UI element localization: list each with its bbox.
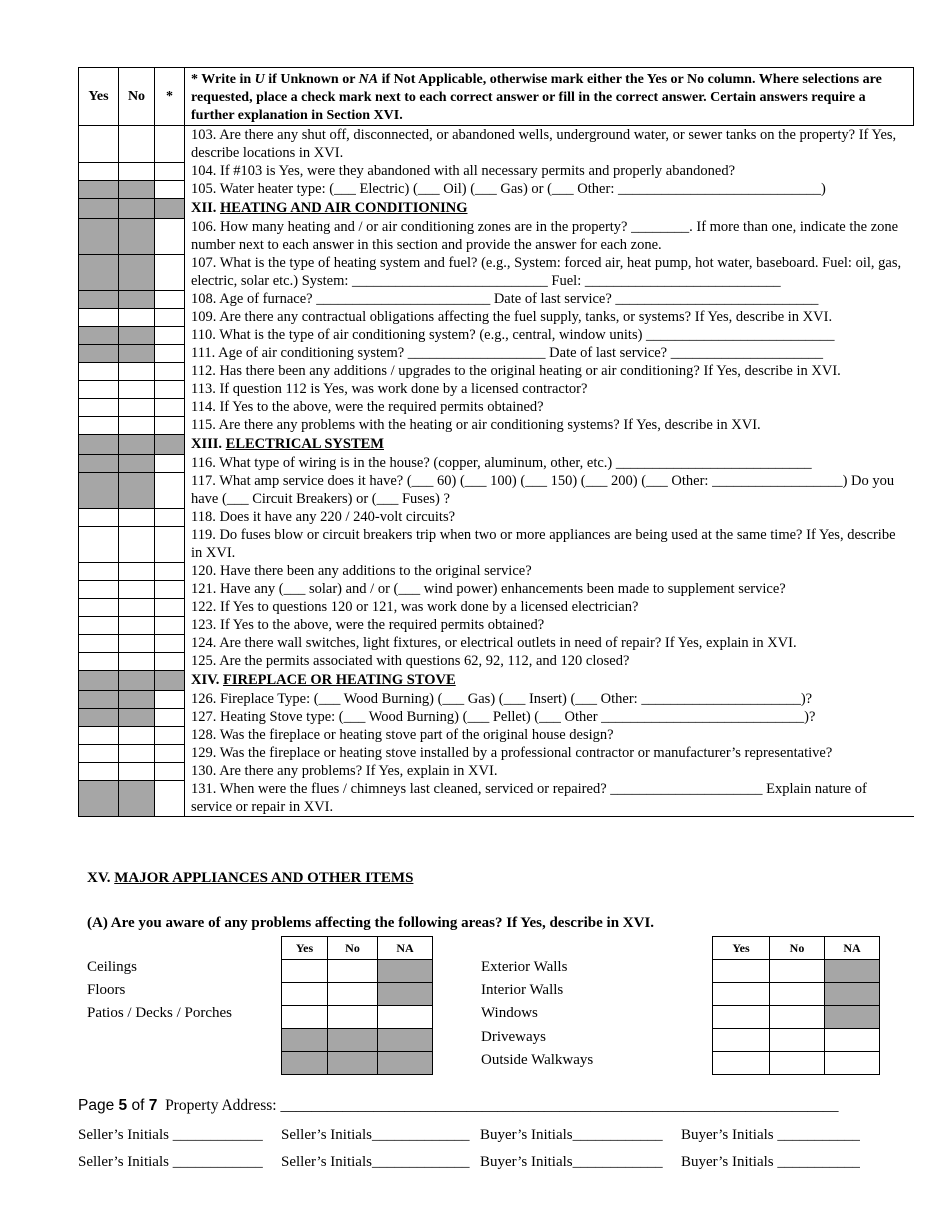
answer-cell-no[interactable] <box>119 416 155 434</box>
answer-cell-star[interactable] <box>155 290 185 308</box>
area-cell-no[interactable] <box>328 960 378 983</box>
answer-cell-yes[interactable] <box>79 598 119 616</box>
answer-cell-star[interactable] <box>155 162 185 180</box>
answer-cell-yes[interactable] <box>79 762 119 780</box>
question-text: 127. Heating Stove type: (___ Wood Burning) (___ Pellet) (___ Other ____________________________)? <box>191 709 816 725</box>
answer-cell-no[interactable] <box>119 616 155 634</box>
answer-cell-yes <box>79 472 119 508</box>
answer-cell-no[interactable] <box>119 598 155 616</box>
answer-cell-no <box>119 180 155 198</box>
page-total: 7 <box>148 1097 158 1114</box>
answer-cell-star[interactable] <box>155 690 185 708</box>
area-row <box>713 1052 880 1075</box>
section-num: XV. <box>87 870 111 886</box>
answer-cell-yes <box>79 434 119 454</box>
answer-cell-no <box>119 454 155 472</box>
buyer-initials-field[interactable]: Buyer’s Initials ___________ <box>681 1154 860 1170</box>
answer-cell-yes <box>79 254 119 290</box>
answer-cell-star[interactable] <box>155 180 185 198</box>
answer-cell-no <box>119 670 155 690</box>
instr-part: if Unknown or <box>264 71 359 87</box>
instructions <box>185 68 914 126</box>
seller-initials-field[interactable]: Seller’s Initials_____________ <box>281 1127 470 1143</box>
answer-cell-no[interactable] <box>119 362 155 380</box>
question-text: 125. Are the permits associated with questions 62, 92, 112, and 120 closed? <box>191 653 630 669</box>
section-num: XIV. <box>191 672 220 688</box>
answer-cell-star[interactable] <box>155 616 185 634</box>
question-text: 112. Has there been any additions / upgrades to the original heating or air conditioning? If Yes, describe in XVI. <box>191 363 841 379</box>
question-row <box>79 744 914 762</box>
answer-cell-no[interactable] <box>119 508 155 526</box>
answer-cell-no[interactable] <box>119 634 155 652</box>
answer-cell-yes[interactable] <box>79 508 119 526</box>
question-text: 114. If Yes to the above, were the required permits obtained? <box>191 399 544 415</box>
question-text: 128. Was the fireplace or heating stove part of the original house design? <box>191 727 614 743</box>
answer-cell-yes <box>79 290 119 308</box>
question-row <box>79 762 914 780</box>
answer-cell-star[interactable] <box>155 634 185 652</box>
question-row <box>79 708 914 726</box>
area-cell-na[interactable] <box>825 1052 880 1075</box>
answer-cell-no <box>119 218 155 254</box>
answer-cell-star[interactable] <box>155 580 185 598</box>
question-row <box>79 326 914 344</box>
area-cell-yes[interactable] <box>713 1052 770 1075</box>
answer-cell-star[interactable] <box>155 308 185 326</box>
section-xv-question: (A) Are you aware of any problems affecting the following areas? If Yes, describe in XVI. <box>87 915 655 931</box>
answer-cell-no <box>119 780 155 817</box>
answer-cell-no[interactable] <box>119 562 155 580</box>
page-of: of <box>127 1097 149 1114</box>
answer-cell-yes <box>79 344 119 362</box>
area-row <box>282 1029 433 1052</box>
answer-cell-star[interactable] <box>155 344 185 362</box>
answer-cell-star[interactable] <box>155 454 185 472</box>
area-row <box>713 1029 880 1052</box>
answer-cell-star[interactable] <box>155 254 185 290</box>
section-name: HEATING AND AIR CONDITIONING <box>220 200 468 216</box>
area-row <box>713 983 880 1006</box>
question-row <box>79 126 914 163</box>
answer-cell-yes[interactable] <box>79 526 119 562</box>
answer-cell-no <box>119 434 155 454</box>
area-cell-no[interactable] <box>328 983 378 1006</box>
question-row <box>79 526 914 562</box>
answer-cell-no <box>119 690 155 708</box>
question-text: 122. If Yes to questions 120 or 121, was work done by a licensed electrician? <box>191 599 639 615</box>
answer-cell-yes[interactable] <box>79 416 119 434</box>
section-num: XIII. <box>191 436 223 452</box>
page-footer <box>78 1097 838 1115</box>
question-row <box>79 162 914 180</box>
answer-cell-star[interactable] <box>155 416 185 434</box>
property-address-field[interactable]: Property Address: ________________________________________________________________________ <box>157 1097 839 1114</box>
question-row <box>79 616 914 634</box>
answer-cell-no <box>119 198 155 218</box>
question-text: 104. If #103 is Yes, were they abandoned with all necessary permits and properly abandoned? <box>191 163 736 179</box>
col-yes-header: Yes <box>79 68 119 126</box>
area-label: Outside Walkways <box>481 1051 594 1068</box>
answer-cell-star[interactable] <box>155 726 185 744</box>
question-text: 115. Are there any problems with the heating or air conditioning systems? If Yes, describe in XVI. <box>191 417 761 433</box>
question-text: 120. Have there been any additions to the original service? <box>191 563 532 579</box>
answer-cell-yes[interactable] <box>79 562 119 580</box>
area-label: Driveways <box>481 1028 546 1045</box>
area-cell-no[interactable] <box>770 960 825 983</box>
answer-cell-yes <box>79 326 119 344</box>
answer-cell-yes <box>79 708 119 726</box>
col-yes-header: Yes <box>282 937 328 960</box>
question-text: 129. Was the fireplace or heating stove installed by a professional contractor or manufacturer’s representative? <box>191 745 833 761</box>
question-row <box>79 598 914 616</box>
question-row <box>79 218 914 254</box>
area-cell-no[interactable] <box>328 1006 378 1029</box>
seller-initials-field[interactable]: Seller’s Initials_____________ <box>281 1154 470 1170</box>
answer-cell-yes[interactable] <box>79 580 119 598</box>
question-text: 130. Are there any problems? If Yes, explain in XVI. <box>191 763 498 779</box>
section-name: ELECTRICAL SYSTEM <box>225 436 384 452</box>
area-cell-yes[interactable] <box>713 960 770 983</box>
area-cell-no[interactable] <box>770 1052 825 1075</box>
area-cell-na[interactable] <box>825 1029 880 1052</box>
table-header-row <box>79 68 914 126</box>
answer-cell-yes <box>79 454 119 472</box>
buyer-initials-field[interactable]: Buyer’s Initials____________ <box>480 1154 663 1170</box>
disclosure-table <box>78 67 914 817</box>
section-xv-title <box>87 870 413 887</box>
answer-cell-yes[interactable] <box>79 634 119 652</box>
answer-cell-star[interactable] <box>155 526 185 562</box>
question-row <box>79 726 914 744</box>
seller-initials-field[interactable]: Seller’s Initials ____________ <box>78 1154 263 1170</box>
answer-cell-no[interactable] <box>119 380 155 398</box>
answer-cell-no <box>119 344 155 362</box>
area-cell-no[interactable] <box>770 983 825 1006</box>
question-text: 124. Are there wall switches, light fixtures, or electrical outlets in need of repair? If Yes, explain in XVI. <box>191 635 797 651</box>
section-num: XII. <box>191 200 217 216</box>
question-row <box>79 290 914 308</box>
answer-cell-star[interactable] <box>155 780 185 817</box>
area-cell-na <box>378 960 433 983</box>
question-row <box>79 180 914 198</box>
answer-cell-star[interactable] <box>155 380 185 398</box>
question-row <box>79 472 914 508</box>
question-text: 113. If question 112 is Yes, was work done by a licensed contractor? <box>191 381 588 397</box>
answer-cell-star[interactable] <box>155 218 185 254</box>
buyer-initials-field[interactable]: Buyer’s Initials____________ <box>480 1127 663 1143</box>
section-title: MAJOR APPLIANCES AND OTHER ITEMS <box>114 870 414 886</box>
question-row <box>79 308 914 326</box>
question-text: 109. Are there any contractual obligations affecting the fuel supply, tanks, or systems? If Yes, describe in XVI. <box>191 309 833 325</box>
instr-na: NA <box>358 71 379 87</box>
answer-cell-star[interactable] <box>155 508 185 526</box>
area-label: Exterior Walls <box>481 959 568 975</box>
answer-cell-no[interactable] <box>119 526 155 562</box>
seller-initials-field[interactable]: Seller’s Initials ____________ <box>78 1127 263 1143</box>
question-row <box>79 634 914 652</box>
answer-cell-star[interactable] <box>155 398 185 416</box>
answer-cell-no <box>119 254 155 290</box>
question-rows <box>79 126 914 817</box>
area-cell-yes[interactable] <box>282 1006 328 1029</box>
section-name: FIREPLACE OR HEATING STOVE <box>222 672 456 688</box>
answer-cell-no[interactable] <box>119 126 155 163</box>
col-no-header: No <box>119 68 155 126</box>
section-title <box>185 198 914 218</box>
answer-cell-no[interactable] <box>119 762 155 780</box>
section-title <box>185 670 914 690</box>
answer-cell-yes <box>79 180 119 198</box>
answer-cell-star <box>155 434 185 454</box>
area-label: Interior Walls <box>481 982 564 999</box>
answer-cell-no <box>119 290 155 308</box>
answer-cell-star[interactable] <box>155 472 185 508</box>
section-title <box>185 434 914 454</box>
answer-cell-star[interactable] <box>155 598 185 616</box>
question-text: 106. How many heating and / or air conditioning zones are in the property? ________. If more than one, indicate the zone number next to each answer in this section and provide the answer for each zone. <box>191 219 899 253</box>
question-row <box>79 398 914 416</box>
question-text: 119. Do fuses blow or circuit breakers trip when two or more appliances are being used at the same time? If Yes, describe in XVI. <box>191 527 896 561</box>
answer-cell-yes <box>79 690 119 708</box>
answer-cell-star[interactable] <box>155 362 185 380</box>
answer-cell-star[interactable] <box>155 562 185 580</box>
question-row <box>79 652 914 670</box>
question-text: 116. What type of wiring is in the house? (copper, aluminum, other, etc.) ___________________________ <box>191 455 812 471</box>
answer-cell-no[interactable] <box>119 580 155 598</box>
col-no-header: No <box>770 937 825 960</box>
area-cell-yes[interactable] <box>713 1029 770 1052</box>
answer-cell-yes[interactable] <box>79 398 119 416</box>
question-text: 118. Does it have any 220 / 240-volt circuits? <box>191 509 456 525</box>
area-label: Ceilings <box>87 959 138 975</box>
question-text: 108. Age of furnace? ________________________ Date of last service? ____________________________ <box>191 291 819 307</box>
question-row <box>79 254 914 290</box>
question-text: 117. What amp service does it have? (___ 60) (___ 100) (___ 150) (___ 200) (___ Other: __________________) Do you have (___ Circuit Breakers) or (___ Fuses) ? <box>191 473 895 507</box>
question-text: 123. If Yes to the above, were the required permits obtained? <box>191 617 545 633</box>
answer-cell-no <box>119 472 155 508</box>
section-header-row <box>79 198 914 218</box>
area-cell-no <box>328 1029 378 1052</box>
section-header-row <box>79 434 914 454</box>
answer-cell-no <box>119 708 155 726</box>
answer-cell-no <box>119 326 155 344</box>
answer-cell-yes[interactable] <box>79 616 119 634</box>
area-cell-na <box>378 1052 433 1075</box>
answer-cell-star <box>155 670 185 690</box>
area-row <box>282 983 433 1006</box>
area-cell-na <box>825 983 880 1006</box>
area-cell-no[interactable] <box>770 1029 825 1052</box>
question-text: 111. Age of air conditioning system? ___________________ Date of last service? _____________________ <box>191 345 823 361</box>
answer-cell-star[interactable] <box>155 126 185 163</box>
answer-cell-yes[interactable] <box>79 726 119 744</box>
area-cell-yes[interactable] <box>713 1006 770 1029</box>
area-label: Patios / Decks / Porches <box>87 1005 232 1022</box>
area-cell-yes <box>282 1029 328 1052</box>
question-row <box>79 690 914 708</box>
area-row <box>282 1052 433 1075</box>
answer-cell-yes[interactable] <box>79 162 119 180</box>
instr-part: * Write in <box>191 71 255 87</box>
question-row <box>79 380 914 398</box>
col-no-header: No <box>328 937 378 960</box>
area-cell-yes[interactable] <box>282 960 328 983</box>
question-text: 110. What is the type of air conditioning system? (e.g., central, window units) __________________________ <box>191 327 835 343</box>
instr-unknown: U <box>254 71 265 87</box>
answer-cell-star[interactable] <box>155 744 185 762</box>
question-text: 103. Are there any shut off, disconnected, or abandoned wells, underground water, or sewer tanks on the property? If Yes, describe locations in XVI. <box>191 127 897 161</box>
question-row <box>79 454 914 472</box>
area-row <box>713 1006 880 1029</box>
answer-cell-yes <box>79 218 119 254</box>
answer-cell-no[interactable] <box>119 744 155 762</box>
area-cell-yes <box>282 1052 328 1075</box>
answer-cell-yes[interactable] <box>79 362 119 380</box>
instr-part: if Not Applicable, otherwise mark either the Yes or No column. Where selections are requested, place a check mark next to each correct answer or fill in the correct answer. Certain answers require a further explanation in Section XVI. <box>191 71 882 123</box>
answer-cell-yes <box>79 780 119 817</box>
col-na-header: NA <box>378 937 433 960</box>
question-row <box>79 508 914 526</box>
section-header-row <box>79 670 914 690</box>
page-prefix: Page <box>78 1097 119 1114</box>
question-text: 107. What is the type of heating system and fuel? (e.g., System: forced air, heat pump, hot water, baseboard. Fuel: oil, gas, electric, solar etc.) System: ___________________________ Fuel: ___________________________ <box>191 255 902 289</box>
area-row <box>713 960 880 983</box>
area-cell-na <box>378 983 433 1006</box>
buyer-initials-field[interactable]: Buyer’s Initials ___________ <box>681 1127 860 1143</box>
question-row <box>79 780 914 817</box>
area-label: Windows <box>481 1005 538 1022</box>
answer-cell-no[interactable] <box>119 162 155 180</box>
answer-cell-yes <box>79 670 119 690</box>
area-cell-na[interactable] <box>378 1006 433 1029</box>
area-cell-no <box>328 1052 378 1075</box>
area-cell-na <box>825 960 880 983</box>
answer-cell-no[interactable] <box>119 726 155 744</box>
question-row <box>79 562 914 580</box>
answer-cell-yes[interactable] <box>79 744 119 762</box>
col-na-header: NA <box>825 937 880 960</box>
answer-cell-no[interactable] <box>119 398 155 416</box>
area-row <box>282 960 433 983</box>
areas-table-left <box>281 936 433 1075</box>
question-text: 131. When were the flues / chimneys last cleaned, serviced or repaired? _____________________ Explain nature of service or repair in XVI. <box>185 780 914 817</box>
area-cell-yes[interactable] <box>713 983 770 1006</box>
answer-cell-yes[interactable] <box>79 652 119 670</box>
area-cell-yes[interactable] <box>282 983 328 1006</box>
answer-cell-yes <box>79 198 119 218</box>
answer-cell-yes[interactable] <box>79 380 119 398</box>
question-row <box>79 580 914 598</box>
area-cell-na <box>825 1006 880 1029</box>
question-row <box>79 344 914 362</box>
answer-cell-star[interactable] <box>155 762 185 780</box>
answer-cell-no[interactable] <box>119 652 155 670</box>
area-cell-no[interactable] <box>770 1006 825 1029</box>
areas-table-right <box>712 936 880 1075</box>
answer-cell-yes[interactable] <box>79 308 119 326</box>
question-text: 126. Fireplace Type: (___ Wood Burning) (___ Gas) (___ Insert) (___ Other: ______________________)? <box>191 691 813 707</box>
question-text: 121. Have any (___ solar) and / or (___ wind power) enhancements been made to supplement service? <box>191 581 786 597</box>
question-row <box>79 362 914 380</box>
answer-cell-no[interactable] <box>119 308 155 326</box>
col-yes-header: Yes <box>713 937 770 960</box>
page-number: 5 <box>118 1097 128 1114</box>
question-text: 105. Water heater type: (___ Electric) (___ Oil) (___ Gas) or (___ Other: ____________________________) <box>191 181 826 197</box>
area-label: Floors <box>87 982 126 999</box>
answer-cell-star[interactable] <box>155 326 185 344</box>
answer-cell-star[interactable] <box>155 708 185 726</box>
area-cell-na <box>378 1029 433 1052</box>
area-row <box>282 1006 433 1029</box>
answer-cell-yes[interactable] <box>79 126 119 163</box>
question-row <box>79 416 914 434</box>
answer-cell-star <box>155 198 185 218</box>
col-star-header: * <box>155 68 185 126</box>
answer-cell-star[interactable] <box>155 652 185 670</box>
